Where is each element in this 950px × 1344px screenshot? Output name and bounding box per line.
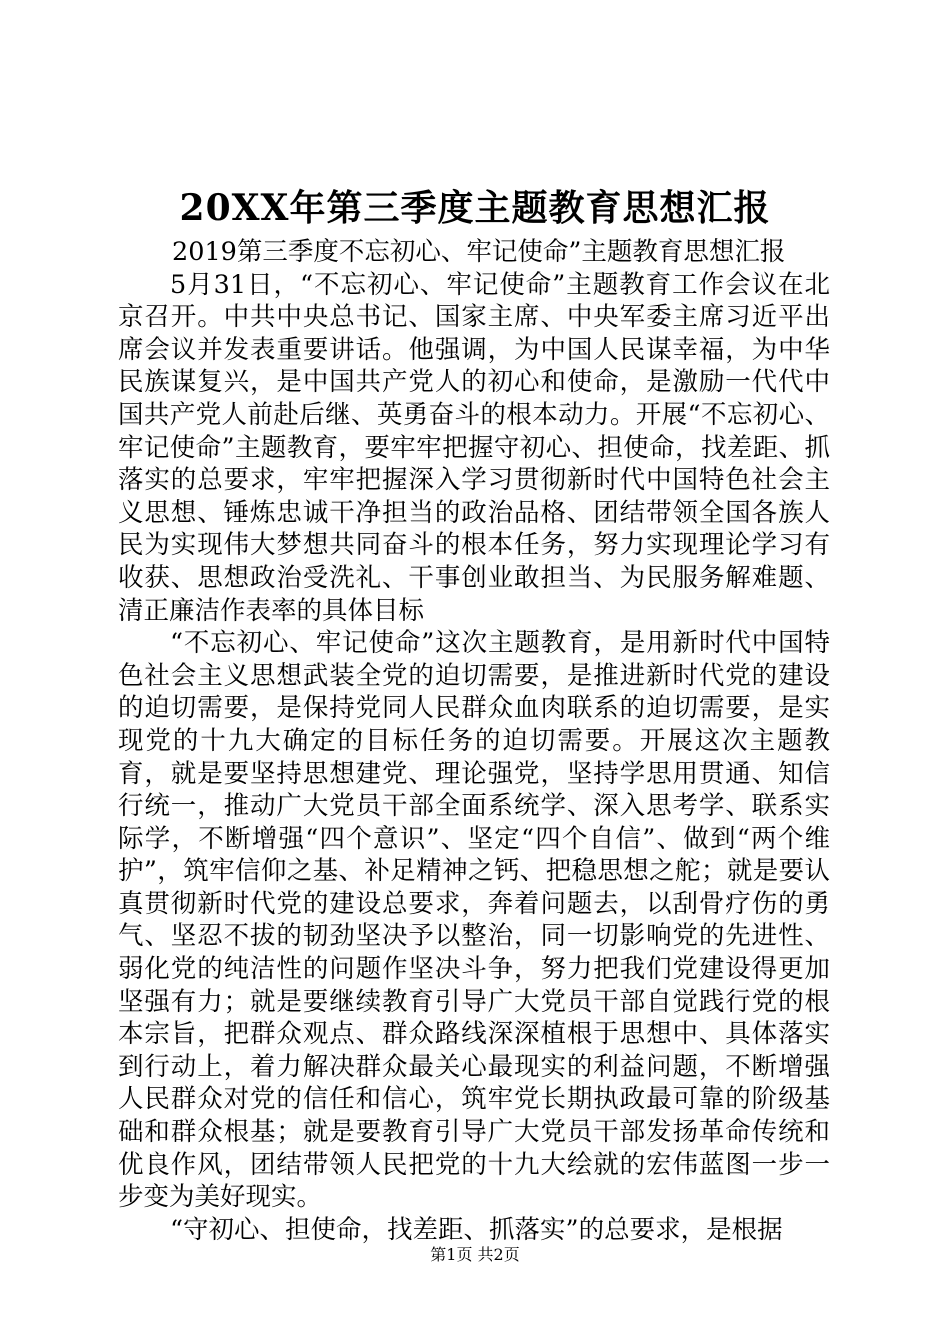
page-footer: 第1页 共2页 <box>430 1245 520 1264</box>
document-body <box>118 236 830 1246</box>
document-subtitle: 2019第三季度不忘初心、牢记使命”主题教育思想汇报 <box>172 237 786 267</box>
paragraph-1: 5月31日，“不忘初心、牢记使命”主题教育工作会议在北京召开。中共中央总书记、国家主席、中央军委主席习近平出席会议并发表重要讲话。他强调，为中国人民谋幸福，为中华民族谋复兴，是中国共产党人的初心和使命，是激励一代代中国共产党人前赴后继、英勇奋斗的根本动力。开展“不忘初心、牢记使命”主题教育，要牢牢把握守初心、担使命，找差距、抓落实的总要求，牢牢把握深入学习贯彻新时代中国特色社会主义思想、锤炼忠诚干净担当的政治品格、团结带领全国各族人民为实现伟大梦想共同奋斗的根本任务，努力实现理论学习有收获、思想政治受洗礼、干事创业敢担当、为民服务解难题、清正廉洁作表率的具体目标 <box>118 269 830 626</box>
document-title: 20XX年第三季度主题教育思想汇报 <box>179 187 771 229</box>
paragraph-2: “不忘初心、牢记使命”这次主题教育，是用新时代中国特色社会主义思想武装全党的迫切需要，是推进新时代党的建设的迫切需要，是保持党同人民群众血肉联系的迫切需要，是实现党的十九大确定的目标任务的迫切需要。开展这次主题教育，就是要坚持思想建党、理论强党，坚持学思用贯通、知信行统一，推动广大党员干部全面系统学、深入思考学、联系实际学，不断增强“四个意识”、坚定“四个自信”、做到“两个维护”，筑牢信仰之基、补足精神之钙、把稳思想之舵；就是要认真贯彻新时代党的建设总要求，奔着问题去，以刮骨疗伤的勇气、坚忍不拔的韧劲坚决予以整治，同一切影响党的先进性、弱化党的纯洁性的问题作坚决斗争，努力把我们党建设得更加坚强有力；就是要继续教育引导广大党员干部自觉践行党的根本宗旨，把群众观点、群众路线深深植根于思想中、具体落实到行动上，着力解决群众最关心最现实的利益问题，不断增强人民群众对党的信任和信心，筑牢党长期执政最可靠的阶级基础和群众根基；就是要教育引导广大党员干部发扬革命传统和优良作风，团结带领人民把党的十九大绘就的宏伟蓝图一步一步变为美好现实。 <box>118 628 830 1213</box>
paragraph-3: “守初心、担使命，找差距、抓落实”的总要求，是根据 <box>170 1214 783 1245</box>
